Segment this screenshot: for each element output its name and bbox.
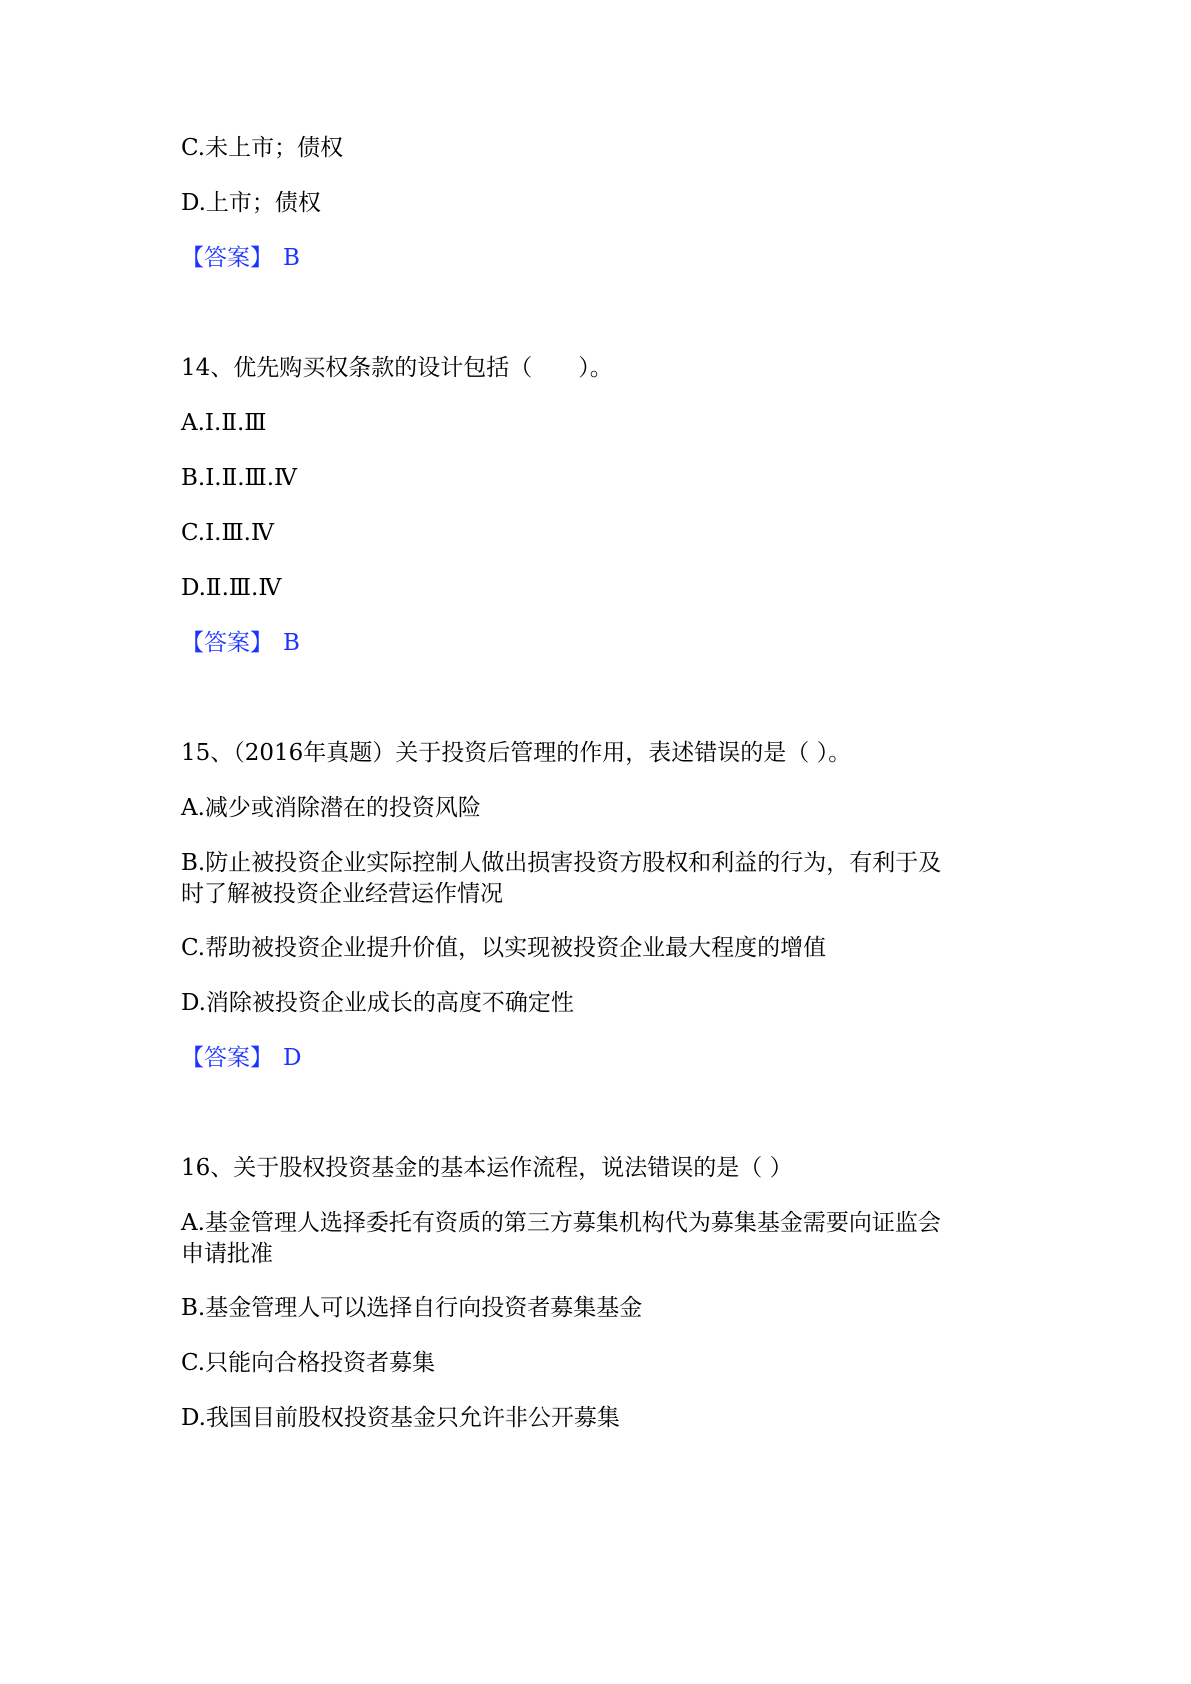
q16-option-a: A.基金管理人选择委托有资质的第三方募集机构代为募集基金需要向证监会申请批准 [181,1210,941,1267]
q16-option-c: C.只能向合格投资者募集 [181,1350,436,1376]
q14-option-c: C.Ⅰ.Ⅲ.Ⅳ [181,520,274,546]
q16-stem: 16、关于股权投资基金的基本运作流程，说法错误的是（ ） [181,1155,793,1181]
q14-answer [181,628,1021,659]
q14-option-b: B.Ⅰ.Ⅱ.Ⅲ.Ⅳ [181,465,298,491]
answer-value: B [283,245,300,271]
q15-option-a: A.减少或消除潜在的投资风险 [181,795,481,821]
q14-option-d: D.Ⅱ.Ⅲ.Ⅳ [181,575,282,601]
answer-value: D [283,1045,302,1071]
q15-option-b: B.防止被投资企业实际控制人做出损害投资方股权和利益的行为，有利于及时了解被投资企业经营运作情况 [181,850,942,907]
answer-label: 【答案】 [181,1045,273,1071]
q16-option-b: B.基金管理人可以选择自行向投资者募集基金 [181,1295,643,1321]
q16-option-d: D.我国目前股权投资基金只允许非公开募集 [181,1405,620,1431]
q15-answer [181,1043,1021,1074]
q14-stem: 14、优先购买权条款的设计包括（ ）。 [181,355,613,381]
answer-value: B [283,630,300,656]
q15-option-d: D.消除被投资企业成长的高度不确定性 [181,990,574,1016]
answer-label: 【答案】 [181,245,273,271]
answer-label: 【答案】 [181,630,273,656]
q15-stem: 15、（2016年真题）关于投资后管理的作用，表述错误的是（ ）。 [181,740,852,766]
prev-option-c: C.未上市；债权 [181,135,344,161]
q14-option-a: A.Ⅰ.Ⅱ.Ⅲ [181,410,267,436]
prev-option-d: D.上市；债权 [181,190,321,216]
q15-option-c: C.帮助被投资企业提升价值，以实现被投资企业最大程度的增值 [181,935,827,961]
prev-answer [181,243,1021,274]
